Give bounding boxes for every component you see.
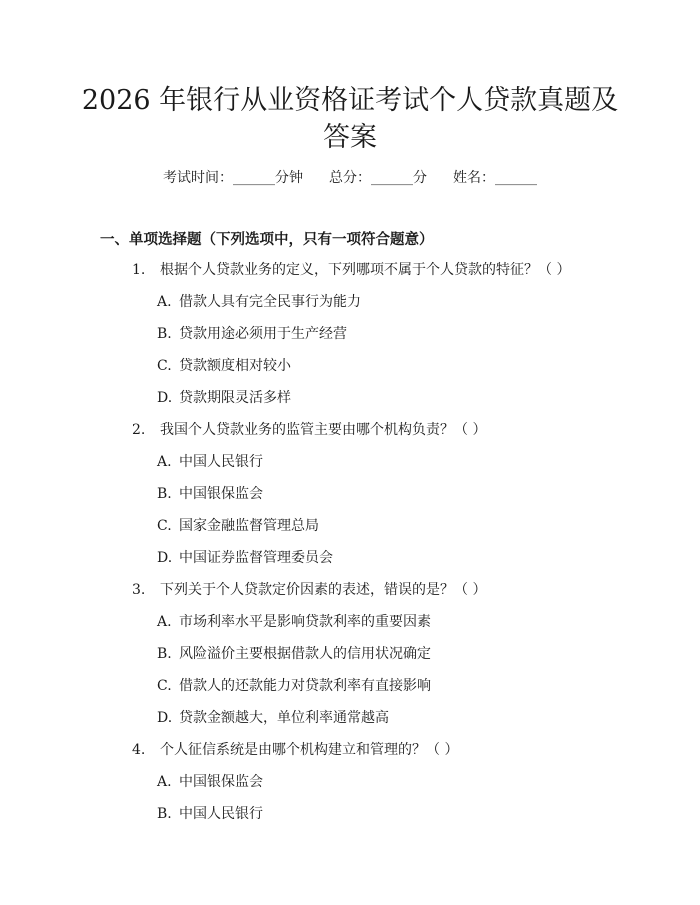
question-1-option-b [157,324,347,344]
option-text: 中国证券监督管理委员会 [179,550,333,566]
option-letter: B. [157,486,172,502]
question-number: 2. [132,422,146,438]
time-blank: ______ [233,170,275,186]
option-text: 风险溢价主要根据借款人的信用状况确定 [179,646,431,662]
page-title-line-1: 2026 年银行从业资格证考试个人贷款真题及 [81,85,619,116]
question-2-option-d [157,548,333,568]
option-text: 中国银保监会 [179,486,263,502]
time-unit: 分钟 [275,170,303,186]
option-text: 借款人的还款能力对贷款利率有直接影响 [179,678,431,694]
option-text: 中国银保监会 [179,774,263,790]
question-4-option-b [157,804,263,824]
option-text: 贷款额度相对较小 [179,358,291,374]
question-3-option-d [157,708,389,728]
question-1 [132,260,570,280]
question-text: 下列关于个人贷款定价因素的表述，错误的是？（ ） [160,582,487,598]
option-letter: D. [157,390,173,406]
option-letter: C. [157,358,172,374]
option-letter: D. [157,710,173,726]
option-letter: B. [157,326,172,342]
option-letter: B. [157,646,172,662]
question-text: 根据个人贷款业务的定义，下列哪项不属于个人贷款的特征？（ ） [160,262,571,278]
question-text: 我国个人贷款业务的监管主要由哪个机构负责？（ ） [160,422,487,438]
question-number: 4. [132,742,146,758]
name-label: 姓名： [453,170,495,186]
name-blank: ______ [495,170,537,186]
option-text: 贷款用途必须用于生产经营 [179,326,347,342]
option-text: 贷款金额越大，单位利率通常越高 [179,710,389,726]
option-letter: C. [157,678,172,694]
option-letter: A. [157,614,172,630]
option-text: 市场利率水平是影响贷款利率的重要因素 [179,614,431,630]
option-letter: B. [157,806,172,822]
question-4-option-a [157,772,263,792]
option-text: 贷款期限灵活多样 [179,390,291,406]
exam-meta-line [0,168,700,188]
question-number: 3. [132,582,146,598]
question-number: 1. [132,262,146,278]
option-letter: C. [157,518,172,534]
question-3-option-a [157,612,431,632]
question-3-option-b [157,644,431,664]
option-letter: A. [157,294,172,310]
question-1-option-d [157,388,291,408]
option-letter: A. [157,774,172,790]
question-4 [132,740,458,760]
option-text: 国家金融监督管理总局 [179,518,319,534]
score-unit: 分 [413,170,427,186]
question-2-option-b [157,484,263,504]
option-text: 借款人具有完全民事行为能力 [179,294,361,310]
question-2-option-a [157,452,263,472]
question-3 [132,580,486,600]
section-title: 一、单项选择题（下列选项中，只有一项符合题意） [100,231,434,248]
page-title-line-2: 答案 [323,122,377,153]
question-text: 个人征信系统是由哪个机构建立和管理的？（ ） [160,742,459,758]
option-letter: D. [157,550,173,566]
option-letter: A. [157,454,172,470]
question-2 [132,420,486,440]
option-text: 中国人民银行 [179,806,263,822]
option-text: 中国人民银行 [179,454,263,470]
question-3-option-c [157,676,431,696]
question-2-option-c [157,516,319,536]
question-1-option-a [157,292,361,312]
score-blank: ______ [371,170,413,186]
time-label: 考试时间： [163,170,233,186]
question-1-option-c [157,356,291,376]
score-label: 总分： [329,170,371,186]
